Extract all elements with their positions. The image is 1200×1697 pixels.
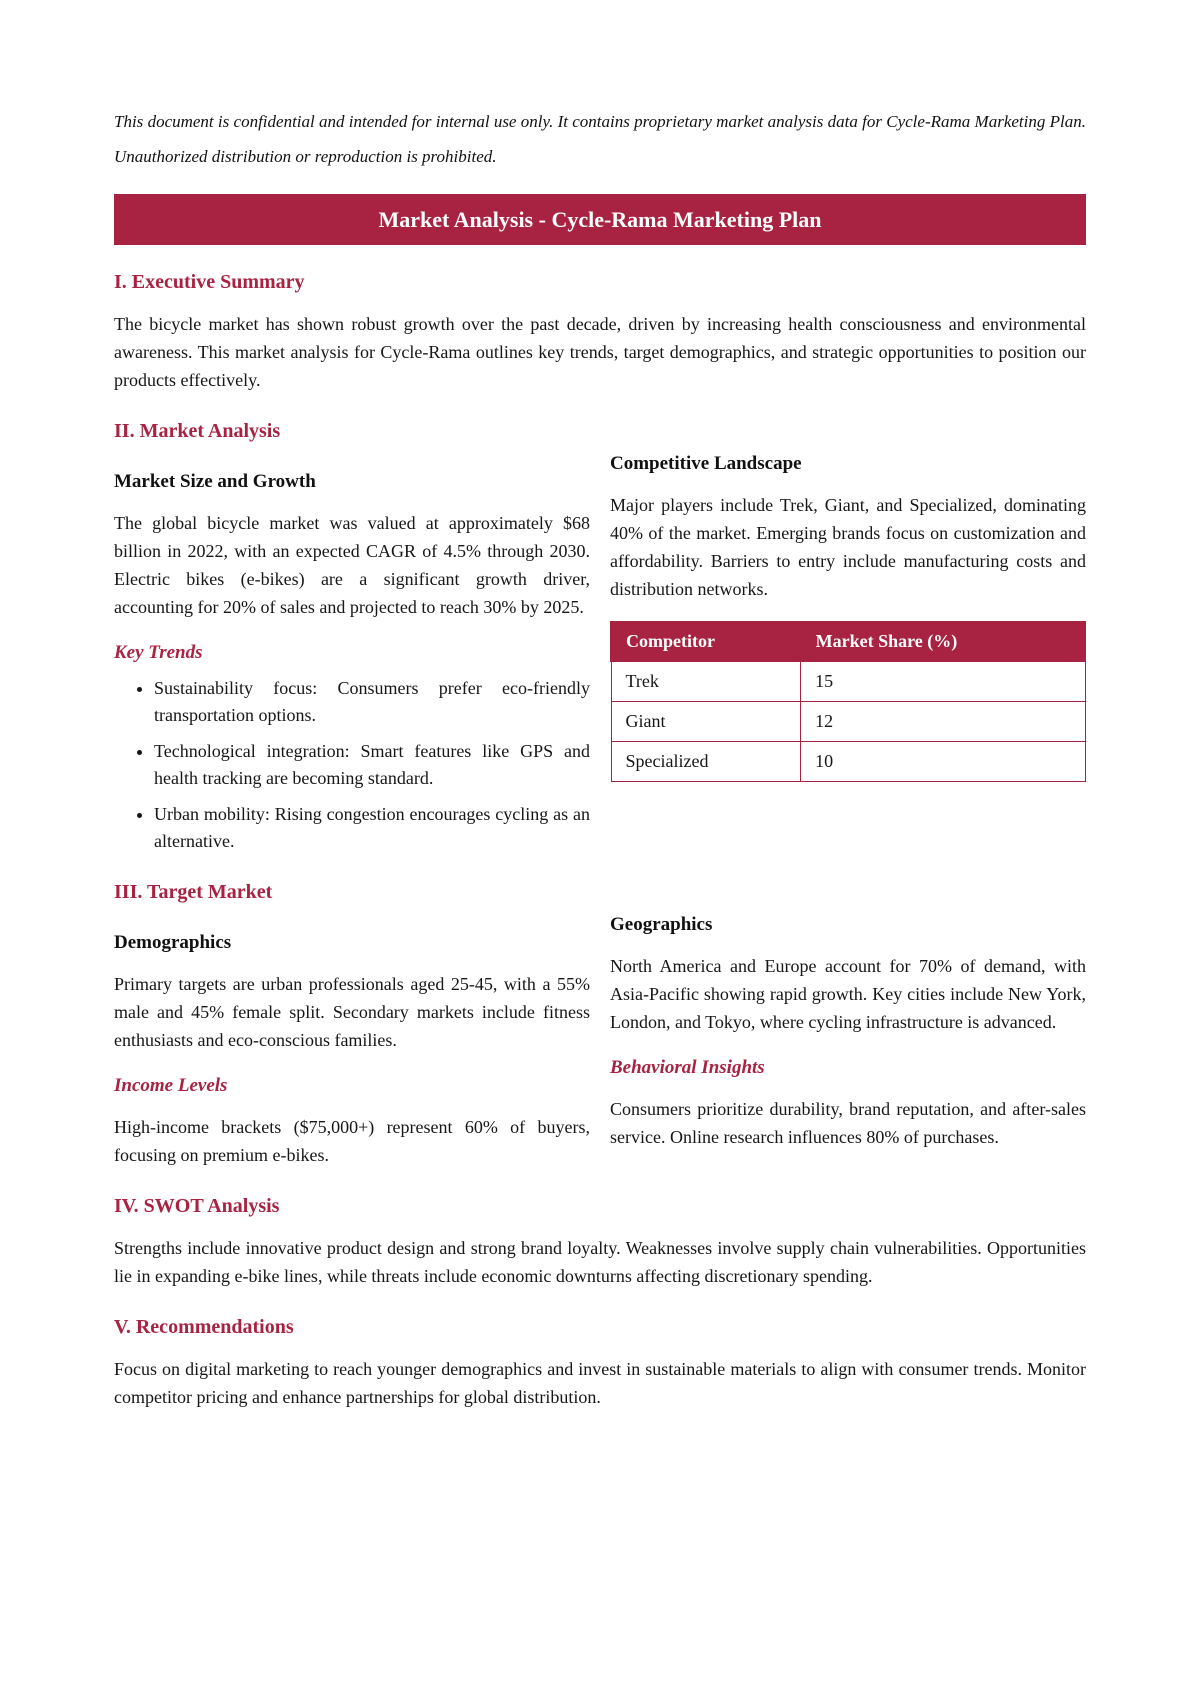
section-heading-executive-summary: I. Executive Summary	[114, 271, 305, 293]
market-analysis-right-column	[610, 444, 1086, 855]
section-heading-target-market: III. Target Market	[114, 881, 273, 903]
competitor-market-share-table	[610, 621, 1086, 782]
subheading-geographics: Geographics	[610, 914, 713, 935]
executive-summary-text: The bicycle market has shown robust growth over the past decade, driven by increasing health consciousness and environmental awareness. This market analysis for Cycle-Rama outlines key trends, target demographics, and strategic opportunities to position our products effectively.	[114, 314, 1086, 390]
behavioral-insights-text: Consumers prioritize durability, brand reputation, and after-sales service. Online research influences 80% of purchases.	[610, 1099, 1086, 1147]
section-heading-swot-analysis: IV. SWOT Analysis	[114, 1195, 280, 1217]
geographics-text: North America and Europe account for 70% of demand, with Asia-Pacific showing rapid growth. Key cities include New York, London, and Tokyo, where cycling infrastructure is advanced.	[610, 956, 1086, 1032]
subheading-key-trends: Key Trends	[114, 642, 203, 663]
key-trend-item: • Sustainability focus: Consumers prefer eco-friendly transportation options.	[154, 675, 590, 729]
key-trend-item: • Technological integration: Smart features like GPS and health tracking are becoming standard.	[154, 738, 590, 792]
recommendations-text: Focus on digital marketing to reach younger demographics and invest in sustainable materials to align with consumer trends. Monitor competitor pricing and enhance partnerships for global distribution.	[114, 1359, 1086, 1407]
subheading-market-size-and-growth: Market Size and Growth	[114, 471, 316, 492]
table-cell-share: 15	[801, 661, 1085, 702]
document-title-banner	[114, 194, 1086, 245]
key-trends-list	[114, 675, 590, 855]
market-analysis-left-column	[114, 444, 590, 855]
table-header-row	[611, 622, 1085, 661]
section-heading-recommendations: V. Recommendations	[114, 1316, 294, 1338]
target-market-columns	[114, 905, 1086, 1169]
table-cell-share: 10	[801, 742, 1085, 782]
table-cell-competitor: Giant	[611, 702, 801, 742]
table-row	[611, 742, 1085, 782]
page-title: Market Analysis - Cycle-Rama Marketing Plan	[378, 206, 822, 232]
subheading-income-levels: Income Levels	[114, 1075, 228, 1096]
income-levels-text: High-income brackets ($75,000+) represent 60% of buyers, focusing on premium e-bikes.	[114, 1117, 590, 1165]
market-size-text: The global bicycle market was valued at approximately $68 billion in 2022, with an expected CAGR of 4.5% through 2030. Electric bikes (e-bikes) are a significant growth driver, accounting for 20% of sales and projected to reach 30% by 2025.	[114, 513, 590, 617]
market-analysis-columns	[114, 444, 1086, 855]
table-header-competitor: Competitor	[611, 622, 801, 661]
competitive-landscape-text: Major players include Trek, Giant, and Specialized, dominating 40% of the market. Emerging brands focus on customization and affordability. Barriers to entry include manufacturing costs and distribution networks.	[610, 495, 1086, 599]
target-market-left-column	[114, 905, 590, 1169]
demographics-text: Primary targets are urban professionals aged 25-45, with a 55% male and 45% female split. Secondary markets include fitness enthusiasts and eco-conscious families.	[114, 974, 590, 1050]
subheading-competitive-landscape: Competitive Landscape	[610, 453, 802, 474]
swot-analysis-text: Strengths include innovative product design and strong brand loyalty. Weaknesses involve supply chain vulnerabilities. Opportunities lie in expanding e-bike lines, while threats include economic downturns affecting discretionary spending.	[114, 1238, 1086, 1286]
table-cell-competitor: Specialized	[611, 742, 801, 782]
table-row	[611, 702, 1085, 742]
table-cell-competitor: Trek	[611, 661, 801, 702]
confidentiality-notice: This document is confidential and intended for internal use only. It contains proprietary market analysis data for Cycle-Rama Marketing Plan. Unauthorized distribution or reproduction is prohibited.	[114, 112, 1086, 166]
table-cell-share: 12	[801, 702, 1085, 742]
target-market-right-column	[610, 905, 1086, 1169]
key-trend-item: • Urban mobility: Rising congestion encourages cycling as an alternative.	[154, 801, 590, 855]
table-header-market-share: Market Share (%)	[801, 622, 1085, 661]
table-row	[611, 661, 1085, 702]
subheading-behavioral-insights: Behavioral Insights	[610, 1057, 765, 1078]
subheading-demographics: Demographics	[114, 932, 232, 953]
section-heading-market-analysis: II. Market Analysis	[114, 420, 281, 442]
